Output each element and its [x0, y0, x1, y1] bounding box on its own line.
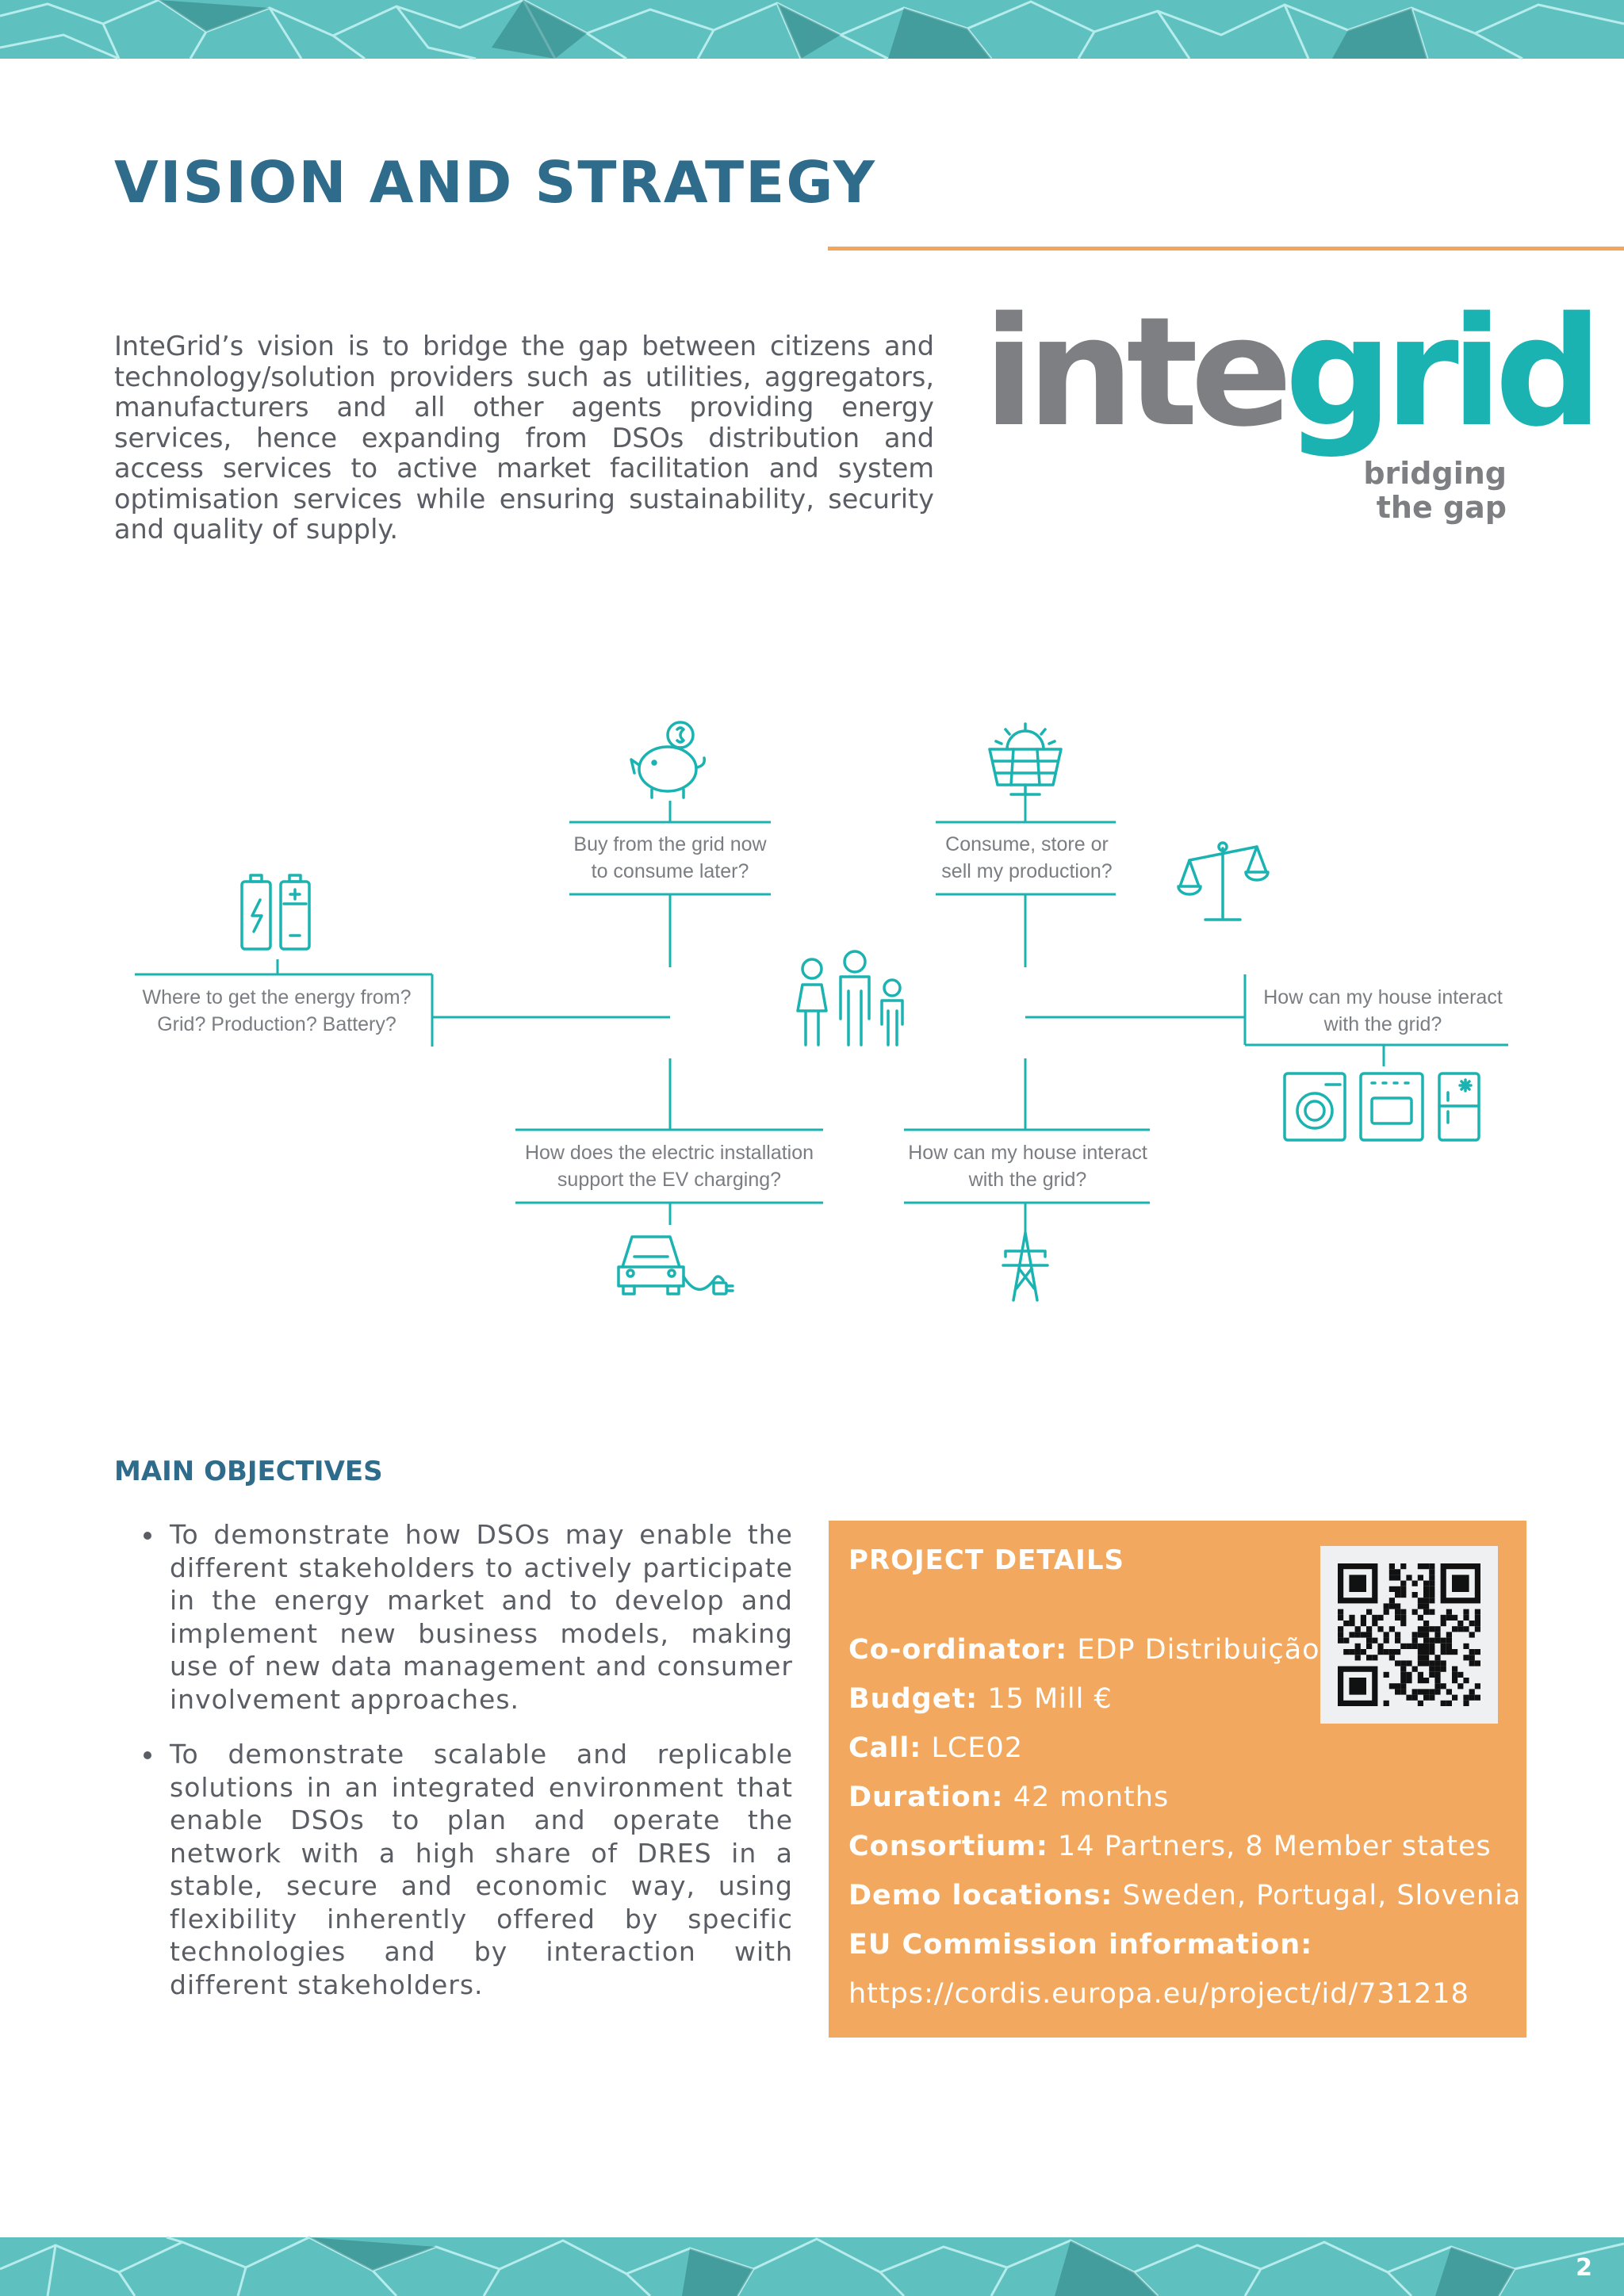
project-url-link[interactable]: https://cordis.europa.eu/project/id/731218: [848, 1978, 1469, 2010]
page-title: VISION AND STRATEGY: [114, 149, 876, 216]
list-item: • To demonstrate scalable and replicable solutions in an integrated environment that enable DSOs to plan and operate the network with a high share of DRES in a stable, secure and economic way, using flexibility inherently offered by specific technologies and by interaction with different stakeholders.: [165, 1738, 793, 2001]
electric-car-icon: [619, 1237, 733, 1294]
mosaic-pattern: [0, 0, 1624, 59]
logo-tagline-line2: the gap: [1376, 490, 1507, 525]
battery-icon: [242, 875, 309, 949]
project-details-heading: PROJECT DETAILS: [848, 1544, 1124, 1576]
top-decorative-band: [0, 0, 1624, 59]
bottom-decorative-band: [0, 2237, 1624, 2296]
title-divider: [828, 247, 1624, 251]
detail-value: 15 Mill €: [987, 1683, 1113, 1715]
label-buy-line1: Buy from the grid now: [573, 833, 767, 855]
label-consume-line1: Consume, store or: [945, 833, 1109, 855]
detail-budget: [848, 1683, 1113, 1715]
detail-call: [848, 1732, 1023, 1764]
energy-questions-diagram: [0, 706, 1624, 1324]
list-item: • To demonstrate how DSOs may enable the different stakeholders to actively participate in the energy market and to develop and implement new business models, making use of new data management and consumer involvement approaches.: [165, 1518, 793, 1716]
appliances-icon: [1285, 1073, 1479, 1140]
detail-value: 14 Partners, 8 Member states: [1058, 1831, 1492, 1862]
label-ev-line2: support the EV charging?: [557, 1169, 782, 1191]
main-objectives-heading: MAIN OBJECTIVES: [114, 1456, 383, 1487]
detail-demo-locations: [848, 1880, 1521, 1911]
detail-value: Sweden, Portugal, Slovenia: [1122, 1880, 1522, 1911]
label-house-right-line2: with the grid?: [1323, 1013, 1442, 1035]
detail-value: LCE02: [931, 1732, 1024, 1764]
project-details-box: [829, 1521, 1526, 2038]
logo-word-part1: inte: [983, 285, 1285, 460]
detail-coordinator: [848, 1634, 1320, 1666]
detail-eu-commission: [848, 1929, 1312, 1961]
vision-paragraph: InteGrid’s vision is to bridge the gap between citizens and technology/solution providers such as utilities, aggregators, manufacturers and all other agents providing energy services, hence expanding from DSOs distribution and access services to active market facilitation and system optimisation services while ensuring sustainability, security and quality of supply.: [114, 331, 934, 545]
label-where-line1: Where to get the energy from?: [142, 986, 412, 1008]
solar-panel-icon: [990, 724, 1061, 794]
detail-duration: [848, 1781, 1169, 1813]
label-ev-line1: How does the electric installation: [524, 1142, 814, 1164]
detail-label: EU Commission information:: [848, 1929, 1313, 1961]
detail-value: 42 months: [1013, 1781, 1170, 1813]
piggy-bank-icon: [631, 722, 704, 798]
label-house-bottom-line1: How can my house interact: [908, 1142, 1147, 1164]
qr-code[interactable]: [1320, 1546, 1498, 1724]
power-pylon-icon: [1003, 1233, 1048, 1300]
detail-label: Call:: [848, 1732, 922, 1764]
integrid-logo: [983, 285, 1595, 535]
mosaic-pattern: [0, 2237, 1624, 2296]
detail-label: Budget:: [848, 1683, 979, 1715]
label-consume-line2: sell my production?: [941, 860, 1113, 882]
label-where-line2: Grid? Production? Battery?: [157, 1013, 396, 1035]
family-icon: [798, 951, 902, 1045]
label-buy-line2: to consume later?: [591, 860, 749, 882]
label-house-right-line1: How can my house interact: [1263, 986, 1503, 1008]
detail-label: Co-ordinator:: [848, 1634, 1068, 1666]
qr-code-icon: [1320, 1546, 1498, 1724]
scales-icon: [1178, 843, 1268, 920]
objectives-list: [133, 1518, 793, 2023]
svg-text:integrid: [983, 285, 1595, 460]
logo-tagline-line1: bridging: [1363, 456, 1507, 491]
detail-consortium: [848, 1831, 1492, 1862]
detail-label: Demo locations:: [848, 1880, 1113, 1911]
detail-label: Consortium:: [848, 1831, 1048, 1862]
detail-value: EDP Distribuição: [1077, 1634, 1320, 1666]
logo-word-part2: grid: [1285, 285, 1595, 460]
page-number: 2: [1576, 2254, 1592, 2282]
label-house-bottom-line2: with the grid?: [968, 1169, 1087, 1191]
detail-label: Duration:: [848, 1781, 1004, 1813]
